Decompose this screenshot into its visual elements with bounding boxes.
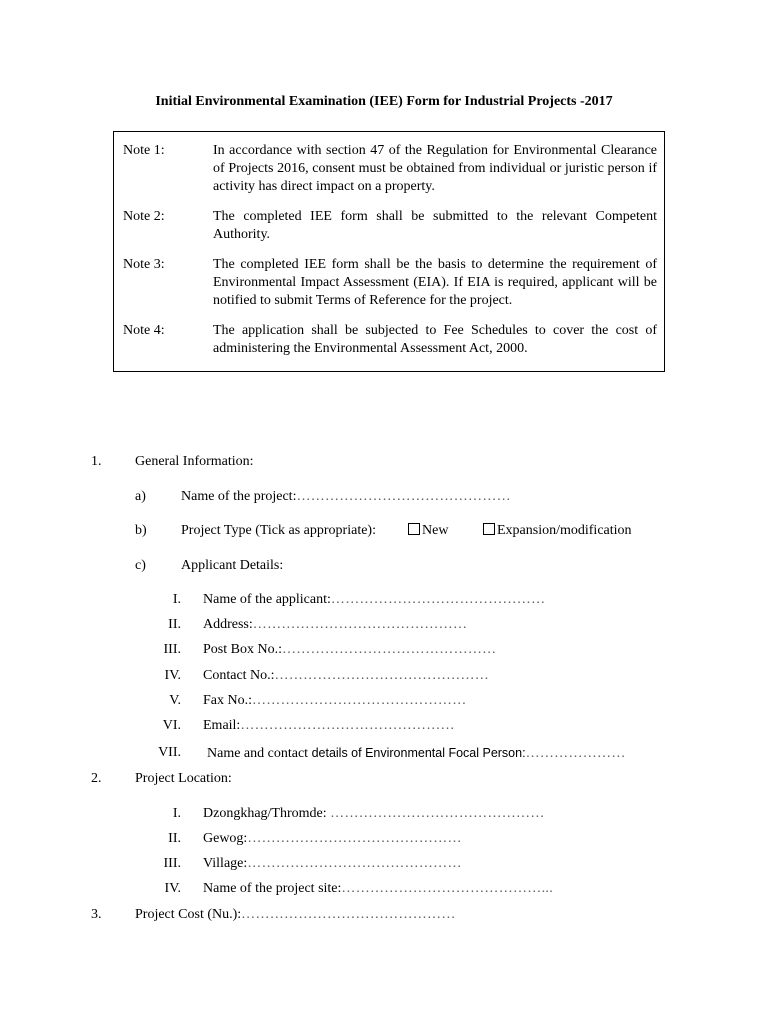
fill-dots: ……………………………………… [240,718,455,733]
field-label: Village: [203,856,248,871]
fill-dots: ……………………………………… [247,856,462,871]
fax-number-field[interactable] [203,692,467,710]
field-label: Address: [203,617,253,632]
notes-box [113,131,665,372]
email-field[interactable] [203,717,455,735]
roman-numeral: I. [172,592,181,607]
fill-dots: ……………………………………… [274,668,490,683]
roman-numeral: III. [163,856,181,871]
fill-dots: ……………………………………… [252,693,467,708]
section-heading-project-location: Project Location: [135,771,232,786]
item-letter: a) [135,489,146,504]
option-label: New [422,523,449,538]
field-label-continued: details of Environmental Focal Person: [311,746,526,760]
applicant-details-heading: Applicant Details: [181,558,284,573]
item-letter: b) [135,523,147,538]
field-label: Gewog: [203,831,248,846]
fill-dots: ……………………………………… [247,831,462,846]
note-label: Note 3: [123,257,165,272]
project-type-label: Project Type (Tick as appropriate): [181,523,376,538]
fill-dots: ……………………………………... [341,881,554,896]
field-label: Name of the applicant: [203,592,331,607]
fill-dots: ……………………………………… [281,642,497,657]
village-field[interactable] [203,855,462,873]
note-label: Note 1: [123,143,165,158]
field-label: Post Box No.: [203,642,282,657]
field-label: Email: [203,718,241,733]
gewog-field[interactable] [203,830,462,848]
field-label: Fax No.: [203,693,252,708]
field-label: Project Cost (Nu.): [135,907,242,922]
project-type-new-option[interactable] [408,522,448,540]
field-label: Name of the project: [181,489,297,504]
roman-numeral: I. [172,806,181,821]
section-number: 2. [91,771,102,786]
project-name-field[interactable] [181,488,511,506]
note-text: The application shall be subjected to Fee Schedules to cover the cost of administering the Environmental Assessment Act, 2000. [213,323,657,356]
fill-dots: ……………………………………… [241,907,456,922]
dzongkhag-field[interactable] [203,805,545,823]
note-label: Note 4: [123,323,165,338]
fill-dots: ………………… [525,746,626,761]
note-text: The completed IEE form shall be submitted to the relevant Competent Authority. [213,209,657,242]
section-number: 3. [91,907,102,922]
project-site-field[interactable] [203,880,553,898]
roman-numeral: VII. [158,745,181,760]
field-label: Contact No.: [203,668,275,683]
field-label: Name and contact [207,746,309,761]
fill-dots: ……………………………………… [296,489,511,504]
roman-numeral: II. [168,617,181,632]
checkbox-icon[interactable] [408,523,420,535]
fill-dots: ……………………………………… [252,617,468,632]
item-letter: c) [135,558,146,573]
focal-person-field[interactable] [207,744,626,763]
fill-dots: ……………………………………… [330,592,546,607]
roman-numeral: III. [163,642,181,657]
roman-numeral: IV. [164,668,181,683]
address-field[interactable] [203,616,467,634]
roman-numeral: IV. [164,881,181,896]
note-text: The completed IEE form shall be the basis to determine the requirement of Environmental Impact Assessment (EIA). If EIA is required, applicant will be notified to submit Terms of Reference for the project. [213,257,657,308]
fill-dots: ……………………………………… [330,806,545,821]
contact-number-field[interactable] [203,667,489,685]
page-title: Initial Environmental Examination (IEE) Form for Industrial Projects -2017 [155,94,613,109]
option-label: Expansion/modification [497,523,632,538]
field-label: Dzongkhag/Thromde: [203,806,331,821]
field-label: Name of the project site: [203,881,342,896]
checkbox-icon[interactable] [483,523,495,535]
roman-numeral: VI. [162,718,181,733]
project-cost-field[interactable] [135,906,456,924]
post-box-field[interactable] [203,641,496,659]
note-label: Note 2: [123,209,165,224]
roman-numeral: II. [168,831,181,846]
project-type-expansion-option[interactable] [483,522,632,540]
section-heading-general-information: General Information: [135,454,254,469]
note-text: In accordance with section 47 of the Regulation for Environmental Clearance of Projects 2016, consent must be obtained from individual or juristic person if activity has direct impact on a property. [213,143,657,194]
applicant-name-field[interactable] [203,591,545,609]
section-number: 1. [91,454,102,469]
roman-numeral: V. [169,693,181,708]
